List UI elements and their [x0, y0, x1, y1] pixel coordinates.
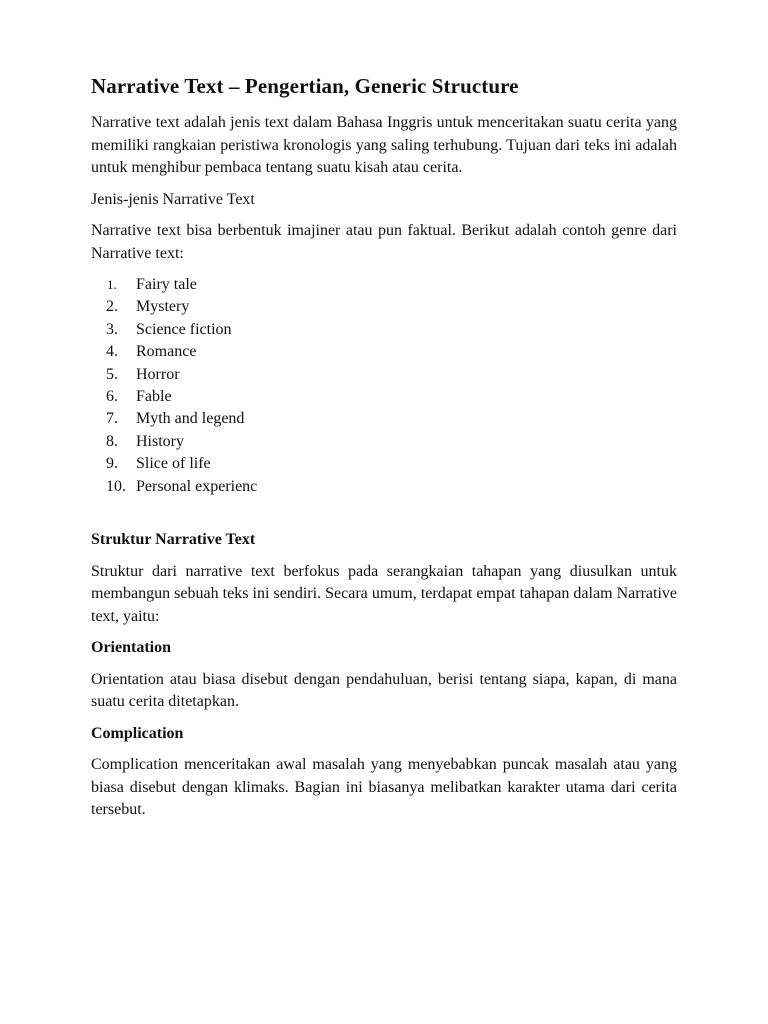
document-title: Narrative Text – Pengertian, Generic Structure	[91, 74, 519, 98]
list-label: Personal experienc	[136, 477, 258, 495]
list-item	[91, 341, 677, 363]
list-number: 9.	[106, 455, 118, 473]
list-number: 4.	[106, 343, 118, 361]
list-item	[91, 453, 677, 475]
list-item	[91, 431, 677, 453]
list-label: Science fiction	[136, 320, 232, 338]
jenis-heading: Jenis-jenis Narrative Text	[91, 190, 255, 208]
list-number: 1.	[107, 277, 117, 292]
list-number: 5.	[106, 365, 118, 383]
list-number: 6.	[106, 388, 118, 406]
orientation-heading: Orientation	[91, 639, 171, 657]
list-number: 7.	[106, 410, 118, 428]
list-label: Fable	[136, 388, 172, 406]
list-label: History	[136, 432, 184, 450]
struktur-heading: Struktur Narrative Text	[91, 531, 256, 549]
struktur-paragraph: Struktur dari narrative text berfokus pada serangkaian tahapan yang diusulkan untuk membangun sebuah teks ini sendiri. Secara umum, terdapat empat tahapan dalam Narrative text, yaitu:	[91, 562, 677, 625]
list-number: 10.	[106, 477, 126, 495]
list-item	[91, 319, 677, 341]
list-label: Myth and legend	[136, 410, 245, 428]
list-number: 3.	[106, 320, 118, 338]
list-label: Romance	[136, 343, 197, 361]
list-label: Fairy tale	[136, 276, 197, 293]
document-page	[91, 72, 677, 831]
list-label: Slice of life	[136, 455, 211, 473]
list-item	[91, 386, 677, 408]
jenis-paragraph: Narrative text bisa berbentuk imajiner atau pun faktual. Berikut adalah contoh genre dari Narrative text:	[91, 222, 677, 262]
list-item	[91, 364, 677, 386]
list-label: Mystery	[136, 298, 190, 316]
list-item	[91, 408, 677, 430]
list-label: Horror	[136, 365, 180, 383]
list-item	[91, 274, 677, 296]
spacer	[91, 508, 677, 529]
orientation-paragraph: Orientation atau biasa disebut dengan pendahuluan, berisi tentang siapa, kapan, di mana suatu cerita ditetapkan.	[91, 670, 677, 711]
list-number: 8.	[106, 432, 118, 450]
list-number: 2.	[106, 298, 118, 316]
complication-heading: Complication	[91, 724, 184, 742]
list-item	[91, 296, 677, 318]
list-item	[91, 476, 677, 498]
complication-paragraph: Complication menceritakan awal masalah yang menyebabkan puncak masalah atau yang biasa disebut dengan klimaks. Bagian ini biasanya melibatkan karakter utama dari cerita tersebut.	[91, 756, 677, 819]
intro-paragraph: Narrative text adalah jenis text dalam Bahasa Inggris untuk menceritakan suatu cerita yang memiliki rangkaian peristiwa kronologis yang saling terhubung. Tujuan dari teks ini adalah untuk menghibur pembaca tentang suatu kisah atau cerita.	[91, 114, 677, 176]
genre-list	[91, 274, 677, 498]
